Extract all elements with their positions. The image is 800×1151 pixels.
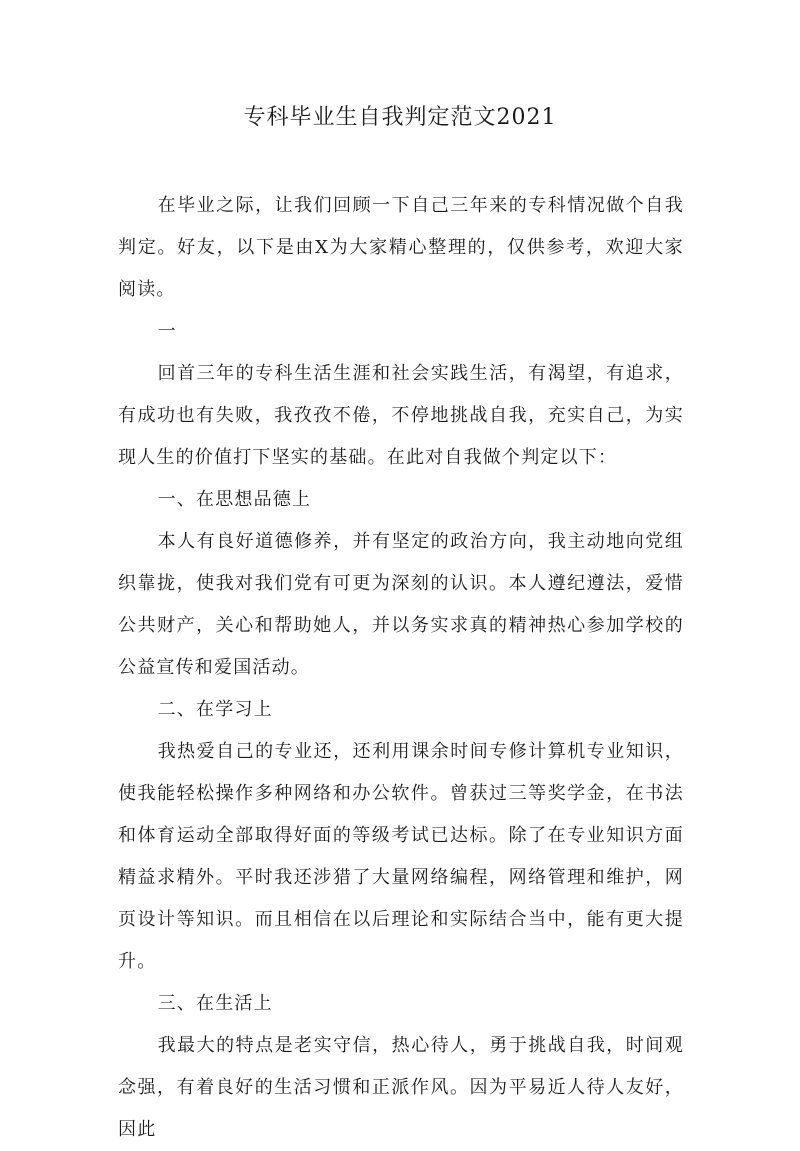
section-marker: 一	[157, 321, 177, 342]
life-paragraph: 我最大的特点是老实守信，热心待人，勇于挑战自我，时间观念强，有着良好的生活习惯和正派作风。因为平易近人待人友好，因此	[118, 1035, 684, 1140]
overview-paragraph: 回首三年的专科生活生涯和社会实践生活，有渴望，有追求，有成功也有失败，我孜孜不倦，不停地挑战自我，充实自己，为实现人生的价值打下坚实的基础。在此对自我做个判定以下：	[118, 363, 684, 468]
intro-paragraph: 在毕业之际，让我们回顾一下自己三年来的专科情况做个自我判定。好友，以下是由X为大家精心整理的，仅供参考，欢迎大家阅读。	[118, 195, 684, 300]
moral-paragraph: 本人有良好道德修养，并有坚定的政治方向，我主动地向党组织靠拢，使我对我们党有可更为深刻的认识。本人遵纪遵法，爱惜公共财产，关心和帮助她人，并以务实求真的精神热心参加学校的公益宣传和爱国活动。	[118, 531, 684, 678]
section-heading-study: 二、在学习上	[157, 699, 273, 720]
section-heading-life: 三、在生活上	[157, 993, 273, 1014]
section-heading-moral: 一、在思想品德上	[157, 489, 312, 510]
study-paragraph: 我热爱自己的专业还，还利用课余时间专修计算机专业知识，使我能轻松操作多种网络和办公软件。曾获过三等奖学金，在书法和体育运动全部取得好面的等级考试已达标。除了在专业知识方面精益求精外。平时我还涉猎了大量网络编程，网络管理和维护，网页设计等知识。而且相信在以后理论和实际结合当中，能有更大提升。	[118, 741, 684, 972]
document-title: 专科毕业生自我判定范文2021	[243, 105, 557, 130]
document-body	[118, 185, 684, 1151]
